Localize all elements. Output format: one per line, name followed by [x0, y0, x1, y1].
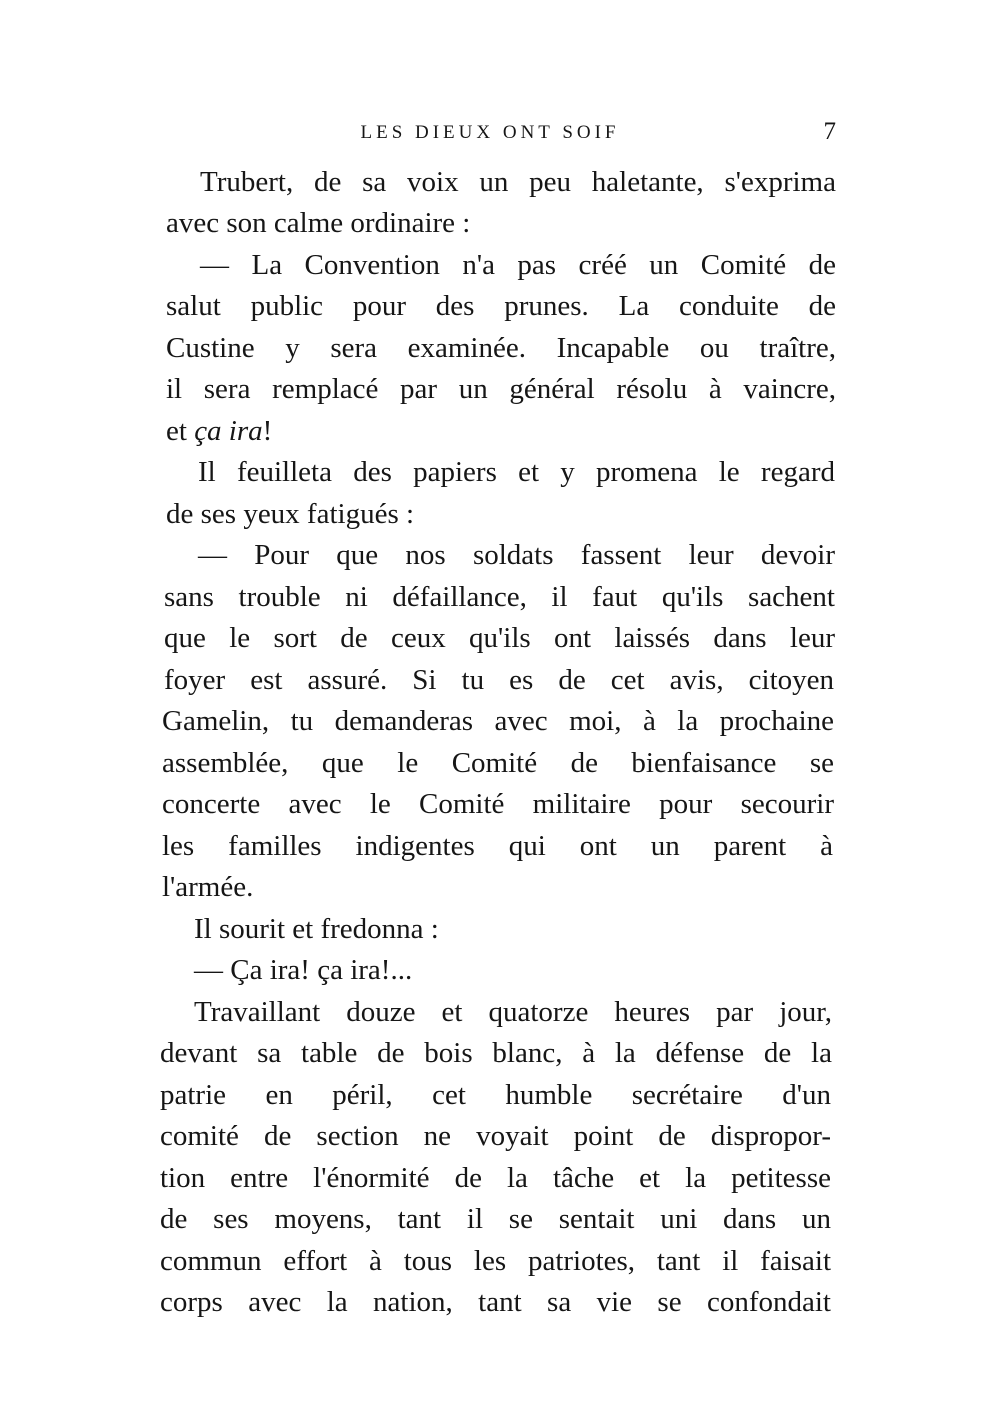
text-line: l'armée. [162, 871, 254, 903]
text-line: Il feuilleta des papiers et y promena le regard [198, 456, 835, 488]
text-line: sans trouble ni défaillance, il faut qu'ils sachent [164, 581, 835, 613]
line-prefix: et [166, 415, 195, 447]
text-line: corps avec la nation, tant sa vie se confondait [160, 1286, 831, 1318]
text-line: foyer est assuré. Si tu es de cet avis, citoyen [164, 664, 834, 696]
running-header [160, 118, 840, 152]
text-line: — La Convention n'a pas créé un Comité de [200, 249, 836, 281]
text-line: devant sa table de bois blanc, à la défense de la [160, 1037, 832, 1069]
text-line: Gamelin, tu demanderas avec moi, à la prochaine [162, 705, 834, 737]
text-line: Custine y sera examinée. Incapable ou traître, [166, 332, 836, 364]
text-line: il sera remplacé par un général résolu à vaincre, [166, 373, 836, 405]
text-line: de ses moyens, tant il se sentait uni dans un [160, 1203, 831, 1235]
text-line: tion entre l'énormité de la tâche et la petitesse [160, 1162, 831, 1194]
text-line: — Ça ira! ça ira!... [194, 954, 413, 986]
text-line: de ses yeux fatigués : [166, 498, 415, 530]
page-number: 7 [823, 118, 836, 145]
text-line: patrie en péril, cet humble secrétaire d'un [160, 1079, 831, 1111]
line-suffix: ! [262, 415, 273, 447]
running-title: LES DIEUX ONT SOIF [360, 122, 620, 143]
text-line: concerte avec le Comité militaire pour secourir [162, 788, 834, 820]
text-line: avec son calme ordinaire : [166, 207, 471, 239]
text-line: salut public pour des prunes. La conduite de [166, 290, 836, 322]
text-line [166, 410, 272, 452]
text-line: Trubert, de sa voix un peu haletante, s'exprima [200, 166, 836, 198]
text-line: — Pour que nos soldats fassent leur devoir [198, 539, 835, 571]
text-line: Travaillant douze et quatorze heures par jour, [194, 996, 832, 1028]
text-line: les familles indigentes qui ont un parent à [162, 830, 833, 862]
text-line: que le sort de ceux qu'ils ont laissés dans leur [164, 622, 835, 654]
text-line: assemblée, que le Comité de bienfaisance se [162, 747, 834, 779]
text-line: commun effort à tous les patriotes, tant il faisait [160, 1245, 831, 1277]
text-line: Il sourit et fredonna : [194, 913, 439, 945]
italic-phrase: ça ira [194, 415, 263, 447]
text-line: comité de section ne voyait point de dispropor- [160, 1120, 831, 1152]
